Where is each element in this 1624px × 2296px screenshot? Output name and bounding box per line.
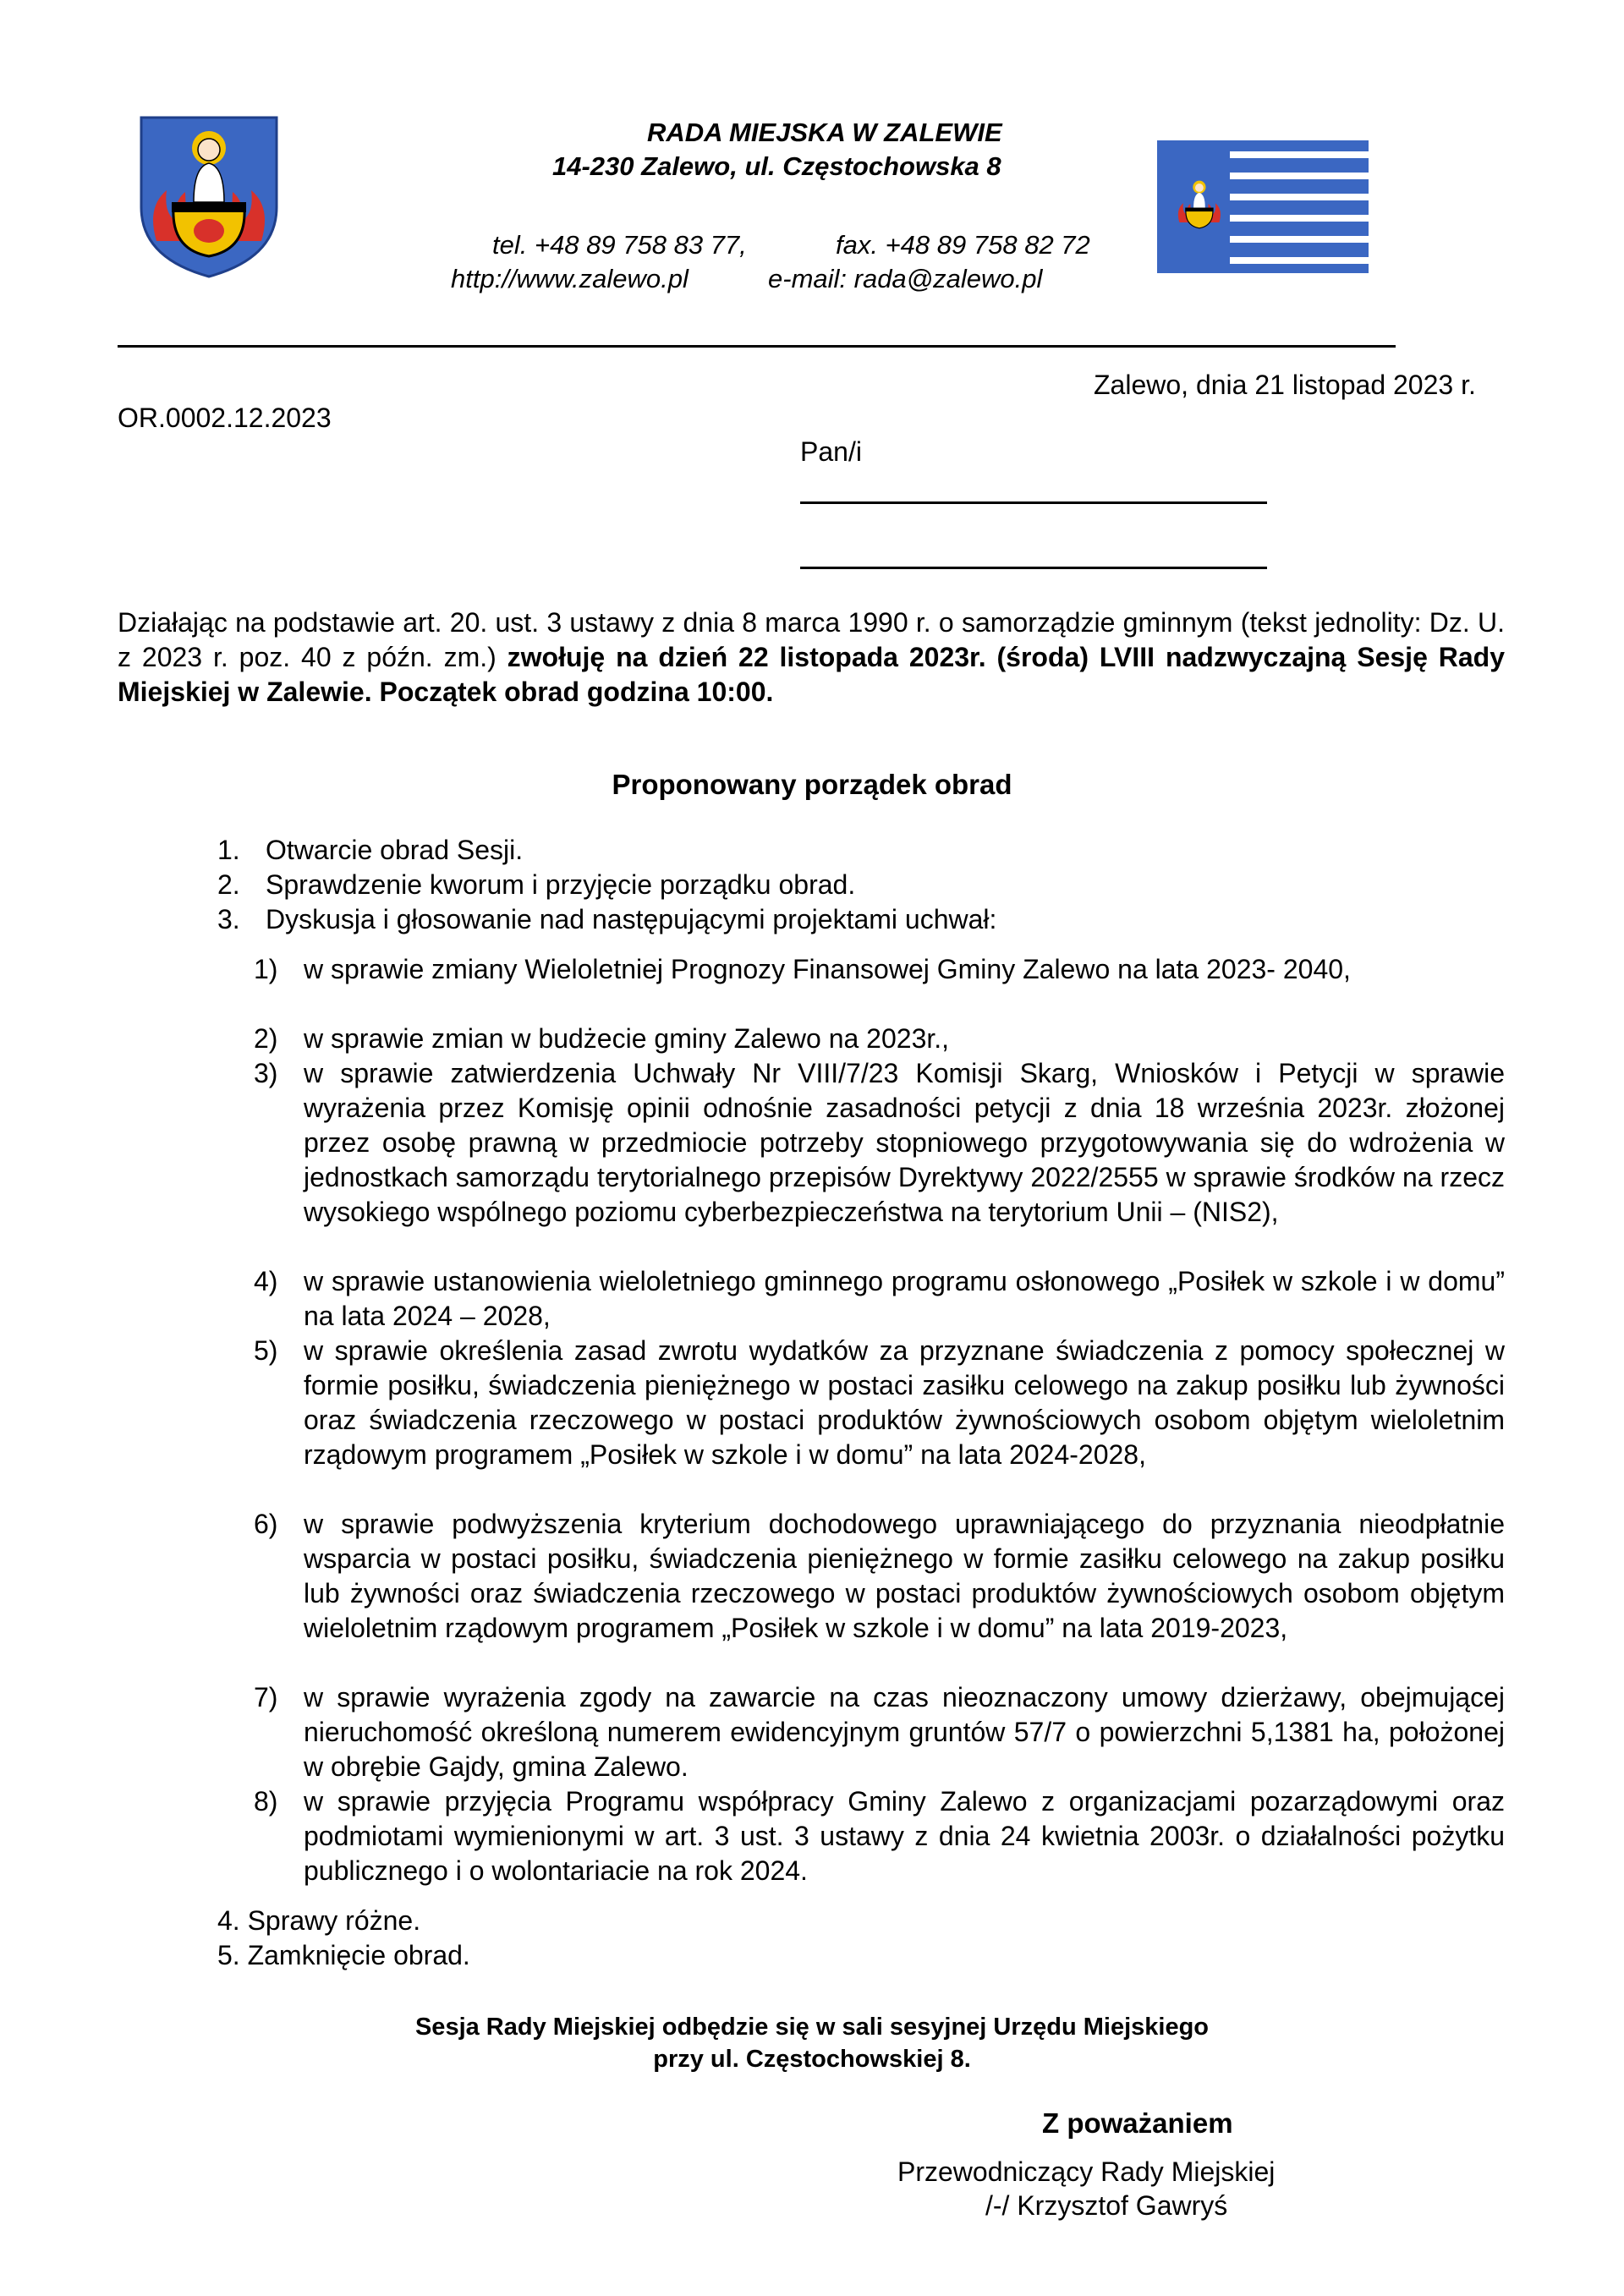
agenda-title: Proponowany porządek obrad bbox=[612, 769, 1012, 800]
resolution-number: 1) bbox=[254, 954, 278, 984]
signer-role: Przewodniczący Rady Miejskiej bbox=[897, 2156, 1276, 2187]
resolution-number: 8) bbox=[254, 1786, 278, 1817]
item-text: Sprawdzenie kworum i przyjęcie porządku obrad. bbox=[266, 869, 856, 900]
location-line: Sesja Rady Miejskiej odbędzie się w sali sesyjnej Urzędu Miejskiego bbox=[414, 2014, 1210, 2041]
agenda-item bbox=[217, 1904, 420, 1938]
council-address: 14-230 Zalewo, ul. Częstochowska 8 bbox=[552, 151, 1001, 181]
item-number: 5. bbox=[217, 1940, 240, 1970]
resolution-number: 4) bbox=[254, 1266, 278, 1296]
item-text: Sprawy różne. bbox=[247, 1905, 421, 1936]
intro-bold-text: zwołuję na dzień 22 listopada 2023r. (środa) LVIII nadzwyczajną Sesję Rady Miejskiej w Zalewie. Początek obrad godzina 10:00. bbox=[118, 642, 1505, 707]
item-text: Zamknięcie obrad. bbox=[247, 1940, 470, 1970]
resolution-text: w sprawie określenia zasad zwrotu wydatków za przyznane świadczenia z pomocy społecznej w formie posiłku, świadczenia pieniężnego w postaci zasiłku celowego na zakup posiłku lub żywności oraz świadczenia rzeczowego w postaci produktów żywnościowych osobom objętym wieloletnim rządowym programem „Posiłek w szkole i w domu” na lata 2024-2028, bbox=[304, 1335, 1505, 1470]
town-flag-icon bbox=[1157, 140, 1369, 273]
agenda-item bbox=[217, 1938, 470, 1973]
resolution-text: w sprawie przyjęcia Programu współpracy Gminy Zalewo z organizacjami pozarządowymi oraz podmiotami wymienionymi w art. 3 ust. 3 ustawy z dnia 24 kwietnia 2003r. o działalności pożytku publicznego i o wolontariacie na rok 2024. bbox=[304, 1786, 1505, 1886]
resolution-number: 2) bbox=[254, 1023, 278, 1054]
signer-name: /-/ Krzysztof Gawryś bbox=[985, 2190, 1228, 2221]
agenda-item bbox=[217, 868, 856, 902]
agenda-item bbox=[217, 902, 997, 937]
recipient-line bbox=[800, 501, 1267, 504]
reference-number: OR.0002.12.2023 bbox=[118, 403, 332, 433]
item-text: Dyskusja i głosowanie nad następującymi projektami uchwał: bbox=[266, 904, 997, 934]
resolution-number: 7) bbox=[254, 1682, 278, 1712]
resolution-text: w sprawie podwyższenia kryterium dochodowego uprawniającego do przyznania nieodpłatnie wsparcia w postaci posiłku, świadczenia pieniężnego w formie zasiłku celowego na zakup posiłku lub żywności oraz świadczenia rzeczowego w postaci produktów żywnościowych osobom objętym wieloletnim rządowym programem „Posiłek w szkole i w domu” na lata 2019-2023, bbox=[304, 1509, 1505, 1643]
agenda-item bbox=[217, 833, 524, 868]
header-divider bbox=[118, 345, 1396, 348]
item-number: 2. bbox=[217, 869, 240, 900]
fax-number: fax. +48 89 758 82 72 bbox=[836, 230, 1090, 260]
resolution-number: 5) bbox=[254, 1335, 278, 1366]
salutation: Pan/i bbox=[800, 436, 862, 467]
closing-regards: Z poważaniem bbox=[1042, 2107, 1233, 2139]
resolution-number: 6) bbox=[254, 1509, 278, 1539]
email-link[interactable]: e-mail: rada@zalewo.pl bbox=[768, 264, 1043, 293]
coat-of-arms-icon bbox=[138, 114, 280, 279]
item-text: Otwarcie obrad Sesji. bbox=[266, 835, 524, 865]
session-location-note bbox=[0, 2011, 1624, 2075]
resolution-number: 3) bbox=[254, 1058, 278, 1088]
resolution-text: w sprawie zatwierdzenia Uchwały Nr VIII/7/23 Komisji Skarg, Wniosków i Petycji w sprawie wyrażenia przez Komisję opinii odnośnie zasadności petycji z dnia 18 września 2023r. złożonej przez osobę prawną w przedmiocie potrzeby stopniowego przygotowywania się do wdrożenia w jednostkach samorządu terytorialnego przepisów Dyrektywy 2022/2555 w sprawie środków na rzecz wysokiego wspólnego poziomu cyberbezpieczeństwa na terytorium Unii – (NIS2), bbox=[304, 1058, 1505, 1227]
council-name: RADA MIEJSKA W ZALEWIE bbox=[647, 118, 1002, 147]
location-line: przy ul. Częstochowskiej 8. bbox=[653, 2046, 971, 2073]
phone-number: tel. +48 89 758 83 77, bbox=[492, 230, 747, 260]
resolution-text: w sprawie wyrażenia zgody na zawarcie na czas nieoznaczony umowy dzierżawy, obejmującej nieruchomość określoną numerem ewidencyjnym gruntów 57/7 o powierzchni 5,1381 ha, położonej w obrębie Gajdy, gmina Zalewo. bbox=[304, 1682, 1505, 1782]
website-link[interactable]: http://www.zalewo.pl bbox=[451, 264, 689, 293]
recipient-line bbox=[800, 567, 1267, 569]
letter-date: Zalewo, dnia 21 listopad 2023 r. bbox=[1094, 370, 1476, 400]
resolution-text: w sprawie ustanowienia wieloletniego gminnego programu osłonowego „Posiłek w szkole i w domu” na lata 2024 – 2028, bbox=[304, 1266, 1505, 1331]
item-number: 4. bbox=[217, 1905, 240, 1936]
intro-paragraph bbox=[118, 606, 1505, 710]
item-number: 1. bbox=[217, 835, 240, 865]
intro-text: Działając na podstawie art. 20. ust. 3 ustawy z dnia 8 marca 1990 r. o samorządzie gminnym (tekst jednolity: Dz. U. z 2023 r. poz. 40 z późn. zm.) bbox=[118, 607, 1505, 672]
resolution-text: w sprawie zmiany Wieloletniej Prognozy Finansowej Gminy Zalewo na lata 2023- 2040, bbox=[304, 954, 1351, 984]
resolution-text: w sprawie zmian w budżecie gminy Zalewo na 2023r., bbox=[304, 1023, 950, 1054]
item-number: 3. bbox=[217, 904, 240, 934]
